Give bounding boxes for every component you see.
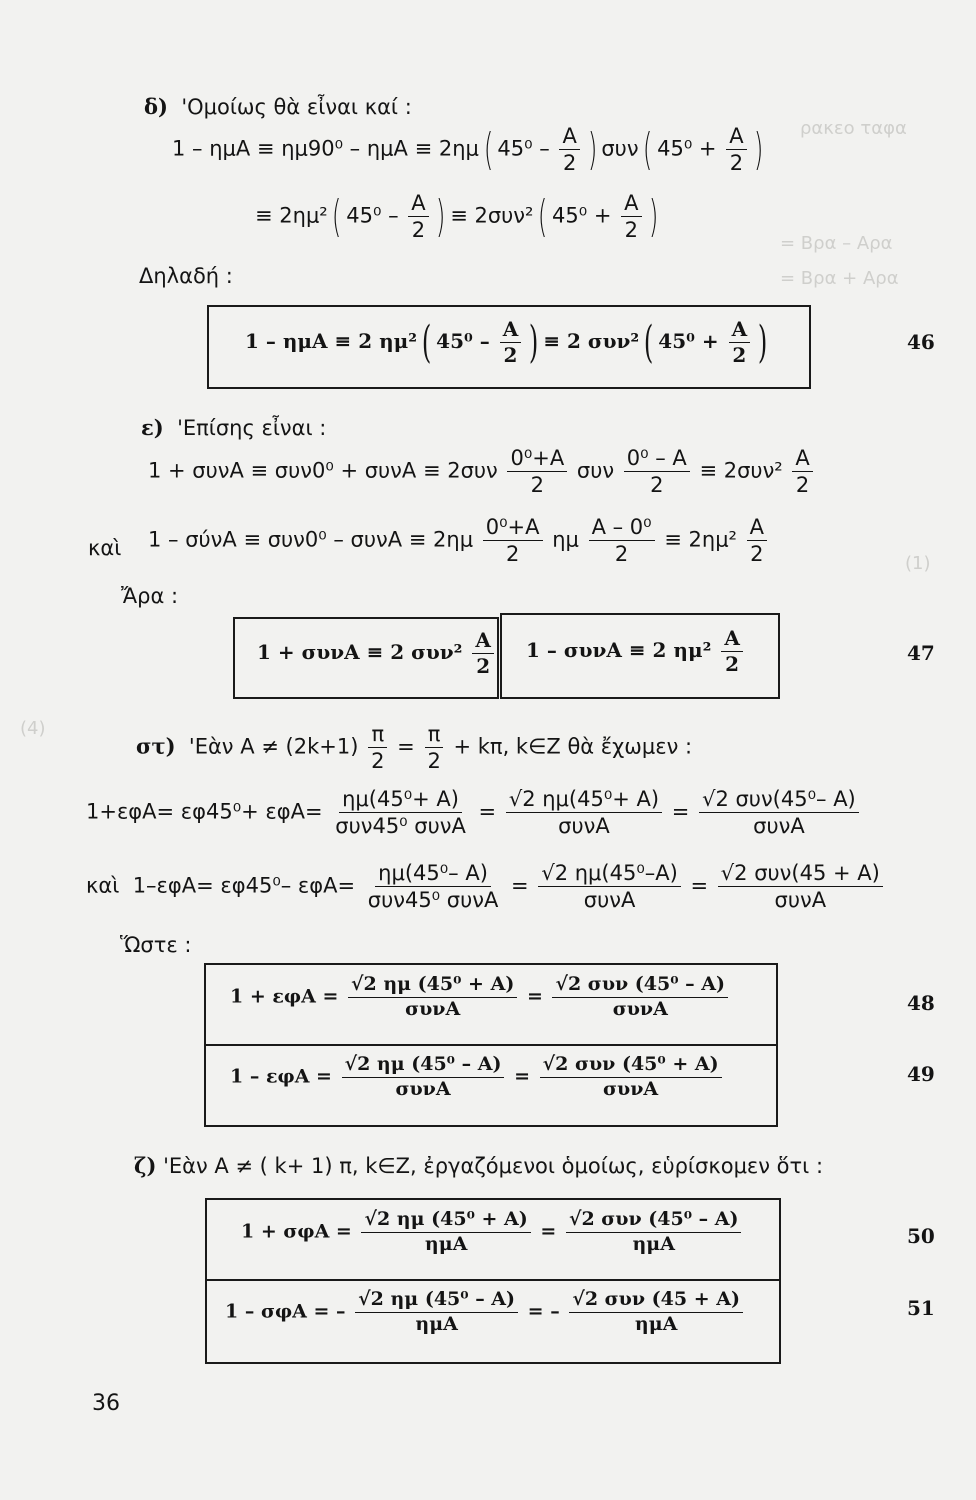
formula-box-47b — [500, 613, 780, 699]
formula-49: 1 – εφA = $\frac{\text{√2 ημ (45⁰ – A)}}{\text{συνA}}$ = $\frac{\text{√2 συν (45⁰ + A)}}{\text{συνA}}$ — [230, 1055, 725, 1100]
section-zeta-heading: ζ) 'Εὰν A ≠ ( k+ 1) π, k∈Z, ἐργαζόμενοι ὁμοίως, εὑρίσκομεν ὅτι : — [134, 1153, 824, 1178]
formula-number-48: 48 — [907, 991, 935, 1015]
bleed-through-text: ρακεο ταφα — [800, 118, 907, 139]
formula-box-50-51 — [205, 1198, 781, 1364]
bleed-through-text: = Βρα + Αρα — [780, 268, 899, 289]
section-epsilon-heading: ε) 'Επίσης εἶναι : — [141, 415, 327, 440]
word-ara: Ἄρα : — [121, 584, 179, 608]
formula-box-48-49 — [204, 963, 778, 1127]
formula-number-47: 47 — [907, 641, 935, 665]
formula-box-47a — [233, 617, 499, 699]
formula-47a: 1 + συνA ≡ 2 συν² $\frac{A}{2}$ — [257, 630, 497, 677]
formula-46: 1 – ημA ≡ 2 ημ² ( 45⁰ – $\frac{A}{2}$ ) ≡ 2 συν² ( 45⁰ + $\frac{A}{2}$ ) — [245, 316, 768, 368]
section-st-heading: στ) 'Εὰν A ≠ (2k+1) $\frac{\pi}{2}$ = $\frac{\pi}{2}$ + kπ, k∈Z θὰ ἔχωμεν : — [136, 722, 693, 774]
bleed-through-text: (1) — [905, 553, 931, 574]
equation-epsilon-2: 1 – σύνA ≡ συν0⁰ – συνA ≡ 2ημ $\frac{\text{0⁰+A}}{2}$ ημ $\frac{\text{A – 0⁰}}{2}$ ≡ 2ημ² $\frac{A}{2}$ — [148, 516, 770, 565]
page-number: 36 — [92, 1391, 120, 1416]
formula-number-46: 46 — [907, 330, 935, 354]
formula-number-51: 51 — [907, 1296, 935, 1320]
word-oste: Ὥστε : — [120, 933, 192, 957]
section-delta-heading: δ) 'Ομοίως θὰ εἶναι καί : — [144, 94, 412, 119]
equation-st-1: 1+εφA= εφ45⁰+ εφA= $\frac{\text{ημ(45⁰+ A)}}{\text{συν45⁰ συνA}}$ = $\frac{\text{√2 ημ(45⁰+ A)}}{\text{συνA}}$ = $\frac{\text{√2 συν(45⁰– A)}}{\text{συνA}}$ — [86, 788, 862, 837]
formula-number-49: 49 — [907, 1062, 935, 1086]
box-divider — [206, 1044, 776, 1046]
equation-epsilon-1: 1 + συνA ≡ συν0⁰ + συνA ≡ 2συν $\frac{\text{0⁰+A}}{2}$ συν $\frac{\text{0⁰ – A}}{2}$ ≡ 2συν² $\frac{A}{2}$ — [148, 447, 816, 496]
formula-51: 1 – σφA = – $\frac{\text{√2 ημ (45⁰ – A)}}{\text{ημA}}$ = – $\frac{\text{√2 συν (45 + A)}}{\text{ημA}}$ — [225, 1290, 746, 1335]
formula-48: 1 + εφA = $\frac{\text{√2 ημ (45⁰ + A)}}{\text{συνA}}$ = $\frac{\text{√2 συν (45⁰ – A)}}{\text{συνA}}$ — [230, 975, 731, 1020]
word-kai-1: καὶ — [88, 536, 122, 560]
word-diladi: Δηλαδή : — [139, 264, 233, 288]
bleed-through-text: (4) — [20, 718, 46, 739]
formula-number-50: 50 — [907, 1224, 935, 1248]
formula-box-46 — [207, 305, 811, 389]
bleed-through-text: = Βρα – Αρα — [780, 233, 893, 254]
equation-delta-2: ≡ 2ημ² ( 45⁰ – $\frac{A}{2}$ ) ≡ 2συν² ( 45⁰ + $\frac{A}{2}$ ) — [255, 190, 659, 243]
box-divider — [207, 1279, 779, 1281]
formula-47b: 1 – συνA ≡ 2 ημ² $\frac{A}{2}$ — [526, 628, 746, 675]
formula-50: 1 + σφA = $\frac{\text{√2 ημ (45⁰ + A)}}{\text{ημA}}$ = $\frac{\text{√2 συν (45⁰ – A)}}{\text{ημA}}$ — [241, 1210, 744, 1255]
equation-st-2: καὶ 1–εφA= εφ45⁰– εφA= $\frac{\text{ημ(45⁰– A)}}{\text{συν45⁰ συνA}}$ = $\frac{\text{√2 ημ(45⁰–A)}}{\text{συνA}}$ = $\frac{\text{√2 συν(45 + A)}}{\text{συνA}}$ — [86, 862, 886, 911]
equation-delta-1: 1 – ημA ≡ ημ90⁰ – ημA ≡ 2ημ ( 45⁰ – $\frac{A}{2}$ ) συν ( 45⁰ + $\frac{A}{2}$ ) — [172, 123, 764, 176]
